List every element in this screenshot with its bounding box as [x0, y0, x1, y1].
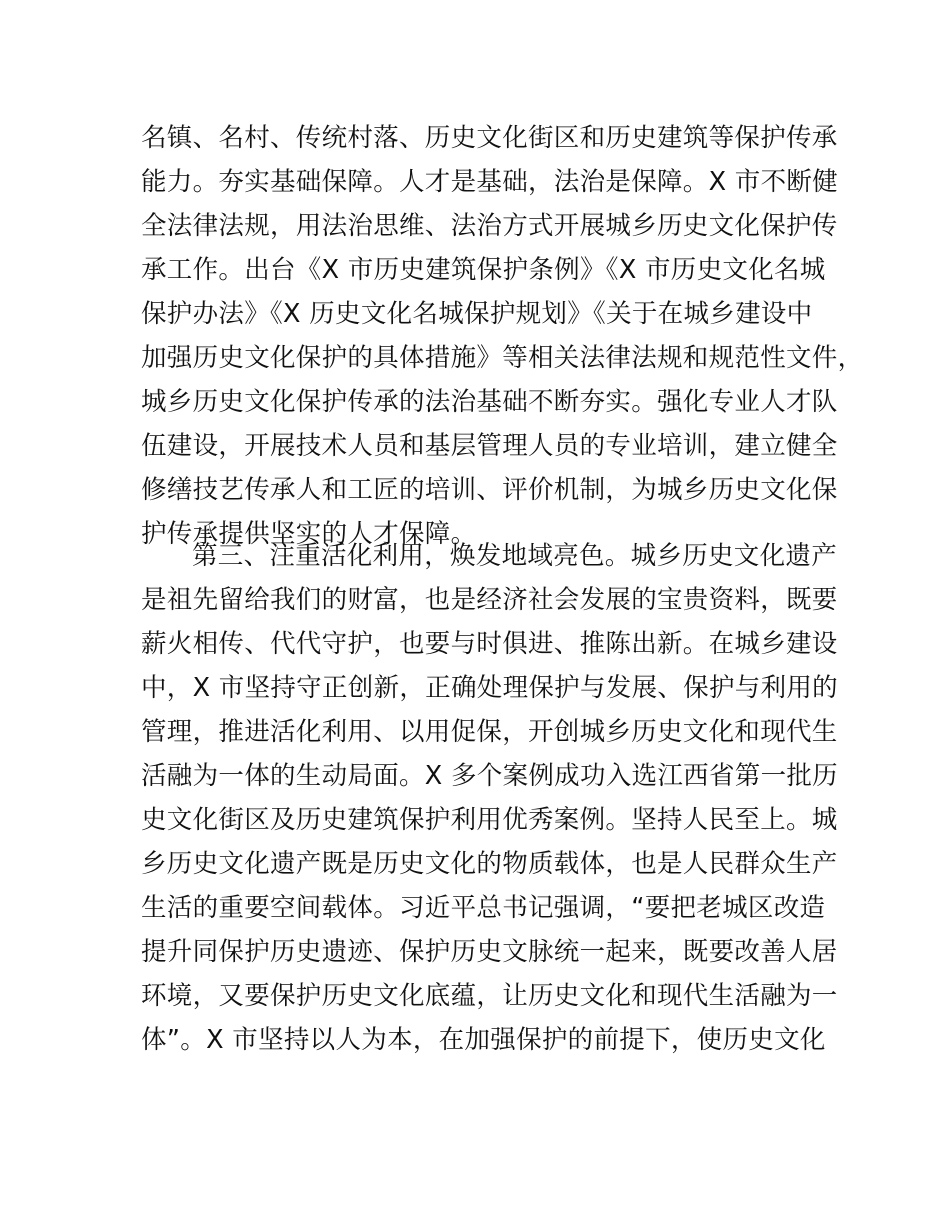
text-line: 体”。X 市坚持以人为本，在加强保护的前提下，使历史文化 — [141, 1025, 826, 1055]
text-line: 是祖先留给我们的财富，也是经济社会发展的宝贵资料，既要 — [141, 585, 838, 615]
text-line: 护传承提供坚实的人才保障。 — [141, 519, 477, 549]
text-line: 城乡历史文化保护传承的法治基础不断夯实。强化专业人才队 — [141, 387, 838, 417]
text-line: 薪火相传、代代守护，也要与时俱进、推陈出新。在城乡建设 — [141, 629, 838, 659]
text-line: 管理，推进活化利用、以用促保，开创城乡历史文化和现代生 — [141, 717, 838, 747]
text-line: 提升同保护历史遗迹、保护历史文脉统一起来，既要改善人居 — [141, 937, 838, 967]
text-line: 环境，又要保护历史文化底蕴，让历史文化和现代生活融为一 — [141, 981, 838, 1011]
text-line-first: 第三、注重活化利用，焕发地域亮色。城乡历史文化遗产 — [192, 541, 838, 571]
paragraph-continued — [141, 116, 864, 556]
text-line: 修缮技艺传承人和工匠的培训、评价机制，为城乡历史文化保 — [141, 475, 838, 505]
text-line: 名镇、名村、传统村落、历史文化街区和历史建筑等保护传承 — [141, 123, 838, 153]
text-line: 承工作。出台《X 市历史建筑保护条例》《X 市历史文化名城 — [141, 255, 826, 285]
text-line: 乡历史文化遗产既是历史文化的物质载体，也是人民群众生产 — [141, 849, 838, 879]
text-line: 全法律法规，用法治思维、法治方式开展城乡历史文化保护传 — [141, 211, 838, 241]
text-line: 中，X 市坚持守正创新，正确处理保护与发展、保护与利用的 — [141, 673, 838, 703]
text-line: 史文化街区及历史建筑保护利用优秀案例。坚持人民至上。城 — [141, 805, 838, 835]
paragraph-section-three — [141, 534, 841, 1062]
text-line: 能力。夯实基础保障。人才是基础，法治是保障。X 市不断健 — [141, 167, 838, 197]
text-line: 活融为一体的生动局面。X 多个案例成功入选江西省第一批历 — [141, 761, 838, 791]
text-line: 伍建设，开展技术人员和基层管理人员的专业培训，建立健全 — [141, 431, 838, 461]
text-line: 保护办法》《X 历史文化名城保护规划》《关于在城乡建设中 — [141, 299, 813, 329]
text-line: 加强历史文化保护的具体措施》等相关法律法规和规范性文件， — [141, 343, 864, 373]
text-line: 生活的重要空间载体。习近平总书记强调，“要把老城区改造 — [141, 893, 826, 923]
